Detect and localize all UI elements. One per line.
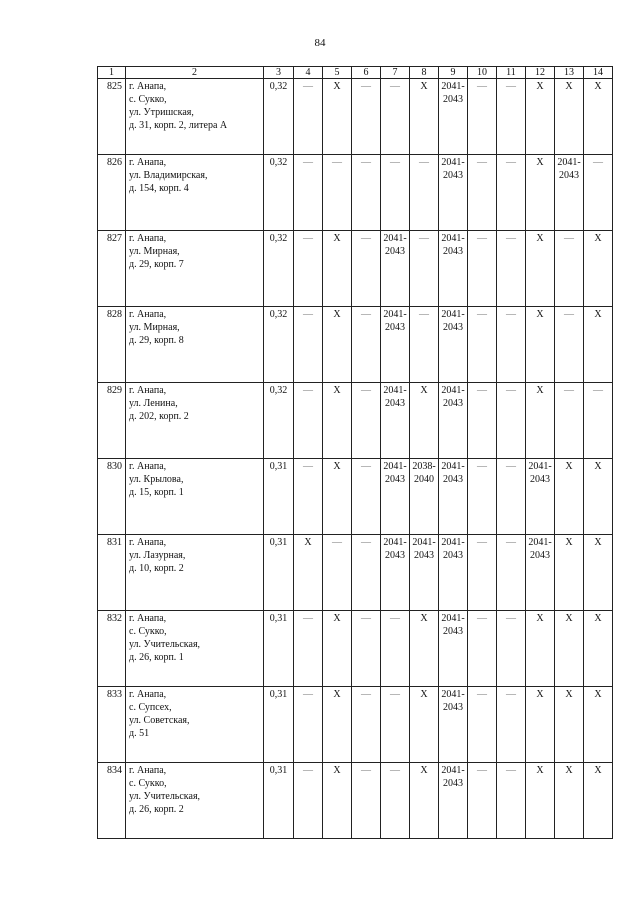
column-header: 5 bbox=[323, 67, 352, 79]
status-cell: X bbox=[323, 763, 352, 839]
table-row bbox=[98, 687, 613, 763]
status-cell: X bbox=[323, 383, 352, 459]
value-cell: 0,32 bbox=[264, 79, 294, 155]
status-cell: — bbox=[468, 459, 497, 535]
status-cell: X bbox=[410, 763, 439, 839]
status-cell: 2041- 2043 bbox=[439, 383, 468, 459]
status-cell: — bbox=[468, 307, 497, 383]
status-cell: — bbox=[468, 79, 497, 155]
status-cell: — bbox=[410, 155, 439, 231]
status-cell: — bbox=[294, 459, 323, 535]
status-cell: — bbox=[497, 307, 526, 383]
data-table bbox=[97, 66, 613, 839]
table-row bbox=[98, 231, 613, 307]
column-header: 2 bbox=[126, 67, 264, 79]
status-cell: — bbox=[468, 383, 497, 459]
status-cell: 2041- 2043 bbox=[381, 307, 410, 383]
status-cell: — bbox=[410, 307, 439, 383]
value-cell: 0,32 bbox=[264, 383, 294, 459]
status-cell: — bbox=[468, 535, 497, 611]
status-cell: — bbox=[352, 611, 381, 687]
status-cell: — bbox=[381, 687, 410, 763]
column-header: 10 bbox=[468, 67, 497, 79]
value-cell: 0,31 bbox=[264, 611, 294, 687]
address-cell: г. Анапа, с. Сукко, ул. Учительская, д. 26, корп. 2 bbox=[126, 763, 264, 839]
status-cell: X bbox=[584, 687, 613, 763]
table-row bbox=[98, 459, 613, 535]
status-cell: 2041- 2043 bbox=[439, 231, 468, 307]
row-number-cell: 826 bbox=[98, 155, 126, 231]
status-cell: X bbox=[555, 687, 584, 763]
status-cell: 2041- 2043 bbox=[439, 459, 468, 535]
column-header: 4 bbox=[294, 67, 323, 79]
value-cell: 0,32 bbox=[264, 155, 294, 231]
status-cell: 2041- 2043 bbox=[410, 535, 439, 611]
status-cell: — bbox=[468, 763, 497, 839]
status-cell: 2041- 2043 bbox=[381, 535, 410, 611]
status-cell: X bbox=[584, 611, 613, 687]
status-cell: 2041- 2043 bbox=[439, 155, 468, 231]
status-cell: — bbox=[497, 79, 526, 155]
status-cell: X bbox=[584, 535, 613, 611]
status-cell: — bbox=[381, 611, 410, 687]
status-cell: X bbox=[526, 687, 555, 763]
status-cell: 2041- 2043 bbox=[439, 687, 468, 763]
row-number-cell: 828 bbox=[98, 307, 126, 383]
status-cell: — bbox=[497, 231, 526, 307]
status-cell: — bbox=[381, 79, 410, 155]
status-cell: 2041- 2043 bbox=[439, 611, 468, 687]
page-number: 84 bbox=[314, 37, 326, 49]
status-cell: — bbox=[352, 307, 381, 383]
status-cell: — bbox=[294, 611, 323, 687]
value-cell: 0,32 bbox=[264, 307, 294, 383]
status-cell: — bbox=[294, 383, 323, 459]
row-number-cell: 831 bbox=[98, 535, 126, 611]
status-cell: X bbox=[526, 763, 555, 839]
status-cell: — bbox=[381, 763, 410, 839]
row-number-cell: 832 bbox=[98, 611, 126, 687]
status-cell: X bbox=[555, 611, 584, 687]
status-cell: — bbox=[497, 155, 526, 231]
address-cell: г. Анапа, с. Супсех, ул. Советская, д. 51 bbox=[126, 687, 264, 763]
status-cell: 2041- 2043 bbox=[381, 459, 410, 535]
table-row bbox=[98, 307, 613, 383]
status-cell: 2041- 2043 bbox=[381, 383, 410, 459]
status-cell: — bbox=[352, 459, 381, 535]
address-cell: г. Анапа, с. Сукко, ул. Утришская, д. 31, корп. 2, литера А bbox=[126, 79, 264, 155]
status-cell: X bbox=[555, 535, 584, 611]
column-header: 11 bbox=[497, 67, 526, 79]
address-cell: г. Анапа, ул. Мирная, д. 29, корп. 7 bbox=[126, 231, 264, 307]
address-cell: г. Анапа, с. Сукко, ул. Учительская, д. 26, корп. 1 bbox=[126, 611, 264, 687]
status-cell: — bbox=[497, 535, 526, 611]
status-cell: X bbox=[526, 307, 555, 383]
status-cell: — bbox=[352, 155, 381, 231]
status-cell: X bbox=[584, 79, 613, 155]
column-header: 9 bbox=[439, 67, 468, 79]
status-cell: — bbox=[555, 231, 584, 307]
value-cell: 0,32 bbox=[264, 231, 294, 307]
status-cell: X bbox=[526, 611, 555, 687]
status-cell: — bbox=[323, 535, 352, 611]
header-row bbox=[98, 67, 613, 79]
column-header: 6 bbox=[352, 67, 381, 79]
status-cell: X bbox=[584, 231, 613, 307]
status-cell: X bbox=[323, 459, 352, 535]
status-cell: — bbox=[410, 231, 439, 307]
table-row bbox=[98, 79, 613, 155]
table-row bbox=[98, 383, 613, 459]
status-cell: — bbox=[352, 79, 381, 155]
status-cell: — bbox=[468, 611, 497, 687]
status-cell: — bbox=[352, 763, 381, 839]
table-row bbox=[98, 763, 613, 839]
status-cell: X bbox=[323, 79, 352, 155]
status-cell: X bbox=[410, 383, 439, 459]
status-cell: X bbox=[584, 763, 613, 839]
column-header: 8 bbox=[410, 67, 439, 79]
table-row bbox=[98, 155, 613, 231]
status-cell: 2041- 2043 bbox=[381, 231, 410, 307]
status-cell: X bbox=[526, 383, 555, 459]
status-cell: X bbox=[410, 79, 439, 155]
status-cell: X bbox=[555, 763, 584, 839]
status-cell: — bbox=[555, 307, 584, 383]
status-cell: X bbox=[526, 155, 555, 231]
status-cell: X bbox=[526, 79, 555, 155]
row-number-cell: 833 bbox=[98, 687, 126, 763]
status-cell: — bbox=[294, 79, 323, 155]
row-number-cell: 829 bbox=[98, 383, 126, 459]
value-cell: 0,31 bbox=[264, 763, 294, 839]
status-cell: — bbox=[497, 687, 526, 763]
status-cell: 2041- 2043 bbox=[439, 763, 468, 839]
status-cell: — bbox=[352, 231, 381, 307]
status-cell: 2041- 2043 bbox=[526, 459, 555, 535]
status-cell: X bbox=[294, 535, 323, 611]
column-header: 7 bbox=[381, 67, 410, 79]
status-cell: — bbox=[381, 155, 410, 231]
status-cell: — bbox=[555, 383, 584, 459]
table-row bbox=[98, 535, 613, 611]
status-cell: X bbox=[410, 687, 439, 763]
status-cell: 2038- 2040 bbox=[410, 459, 439, 535]
status-cell: — bbox=[497, 459, 526, 535]
row-number-cell: 830 bbox=[98, 459, 126, 535]
status-cell: — bbox=[352, 687, 381, 763]
status-cell: 2041- 2043 bbox=[526, 535, 555, 611]
status-cell: X bbox=[323, 231, 352, 307]
status-cell: — bbox=[294, 763, 323, 839]
status-cell: — bbox=[497, 763, 526, 839]
status-cell: 2041- 2043 bbox=[439, 307, 468, 383]
column-header: 13 bbox=[555, 67, 584, 79]
value-cell: 0,31 bbox=[264, 687, 294, 763]
table-row bbox=[98, 611, 613, 687]
status-cell: X bbox=[410, 611, 439, 687]
address-cell: г. Анапа, ул. Крылова, д. 15, корп. 1 bbox=[126, 459, 264, 535]
status-cell: — bbox=[294, 155, 323, 231]
status-cell: 2041- 2043 bbox=[439, 79, 468, 155]
status-cell: — bbox=[352, 383, 381, 459]
status-cell: — bbox=[294, 307, 323, 383]
column-header: 3 bbox=[264, 67, 294, 79]
column-header: 1 bbox=[98, 67, 126, 79]
row-number-cell: 834 bbox=[98, 763, 126, 839]
column-header: 14 bbox=[584, 67, 613, 79]
address-cell: г. Анапа, ул. Лазурная, д. 10, корп. 2 bbox=[126, 535, 264, 611]
status-cell: — bbox=[584, 383, 613, 459]
status-cell: X bbox=[584, 459, 613, 535]
value-cell: 0,31 bbox=[264, 535, 294, 611]
status-cell: X bbox=[323, 687, 352, 763]
status-cell: X bbox=[323, 611, 352, 687]
status-cell: X bbox=[555, 79, 584, 155]
column-header: 12 bbox=[526, 67, 555, 79]
status-cell: — bbox=[294, 687, 323, 763]
row-number-cell: 827 bbox=[98, 231, 126, 307]
status-cell: 2041- 2043 bbox=[439, 535, 468, 611]
status-cell: 2041- 2043 bbox=[555, 155, 584, 231]
address-cell: г. Анапа, ул. Мирная, д. 29, корп. 8 bbox=[126, 307, 264, 383]
status-cell: — bbox=[584, 155, 613, 231]
row-number-cell: 825 bbox=[98, 79, 126, 155]
status-cell: — bbox=[294, 231, 323, 307]
status-cell: X bbox=[323, 307, 352, 383]
value-cell: 0,31 bbox=[264, 459, 294, 535]
status-cell: X bbox=[555, 459, 584, 535]
status-cell: — bbox=[323, 155, 352, 231]
address-cell: г. Анапа, ул. Ленина, д. 202, корп. 2 bbox=[126, 383, 264, 459]
status-cell: — bbox=[352, 535, 381, 611]
status-cell: X bbox=[526, 231, 555, 307]
status-cell: X bbox=[584, 307, 613, 383]
status-cell: — bbox=[468, 687, 497, 763]
status-cell: — bbox=[497, 611, 526, 687]
status-cell: — bbox=[468, 231, 497, 307]
status-cell: — bbox=[468, 155, 497, 231]
status-cell: — bbox=[497, 383, 526, 459]
address-cell: г. Анапа, ул. Владимирская, д. 154, корп. 4 bbox=[126, 155, 264, 231]
table-body bbox=[98, 79, 613, 839]
